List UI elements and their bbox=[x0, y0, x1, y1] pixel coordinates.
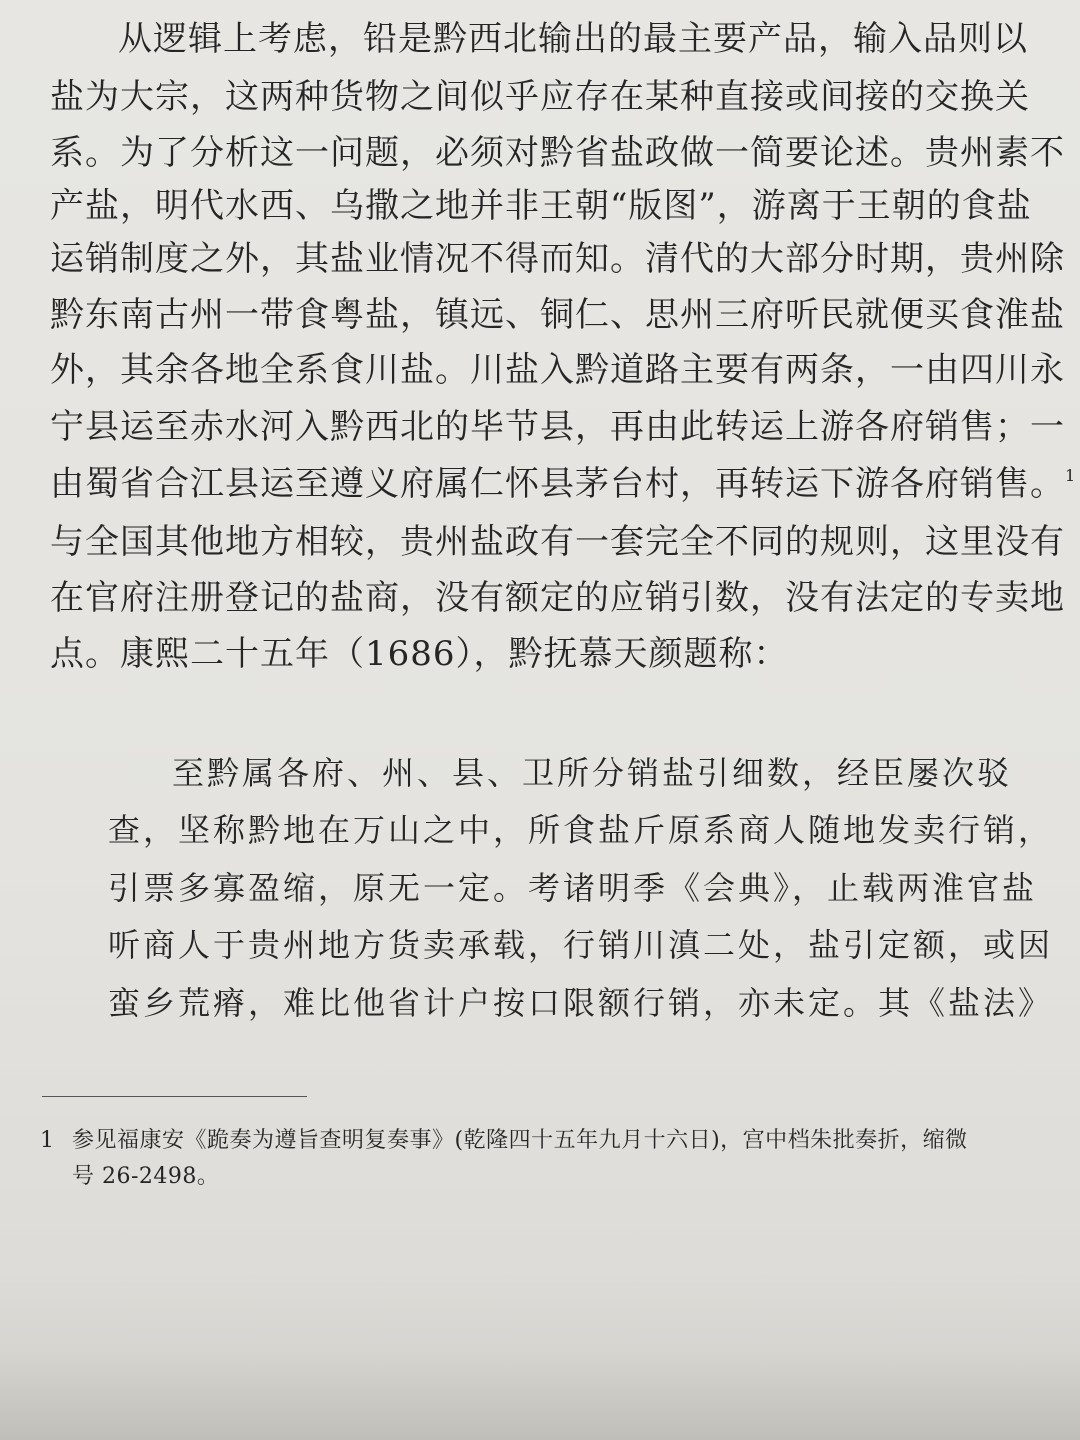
text-line-11: 在官府注册登记的盐商，没有额定的应销引数，没有法定的专卖地 bbox=[50, 578, 1065, 618]
text-line-5: 运销制度之外，其盐业情况不得而知。清代的大部分时期，贵州除 bbox=[50, 239, 1065, 279]
text-line-3: 系。为了分析这一问题，必须对黔省盐政做一简要论述。贵州素不 bbox=[50, 133, 1065, 173]
text-line-4: 产盐，明代水西、乌撒之地并非王朝“版图”，游离于王朝的食盐 bbox=[50, 186, 1032, 226]
quote-line-5: 蛮乡荒瘠，难比他省计户按口限额行销，亦未定。其《盐法》 bbox=[108, 984, 1054, 1022]
text-line-9 bbox=[50, 464, 1076, 504]
footnote-line-2: 号 26-2498。 bbox=[72, 1164, 220, 1189]
text-line-6: 黔东南古州一带食粤盐，镇远、铜仁、思州三府听民就便买食淮盐 bbox=[50, 295, 1065, 335]
footnote-reference[interactable]: 1 bbox=[1065, 466, 1076, 485]
text-line-10: 与全国其他地方相较，贵州盐政有一套完全不同的规则，这里没有 bbox=[50, 522, 1065, 562]
text-line-9-content: 由蜀省合江县运至遵义府属仁怀县茅台村，再转运下游各府销售。 bbox=[50, 464, 1065, 504]
footnote-line-1: 参见福康安《跪奏为遵旨查明复奏事》(乾隆四十五年九月十六日)，宫中档朱批奏折，缩微 bbox=[72, 1128, 968, 1153]
footnote-number: 1 bbox=[40, 1128, 54, 1153]
quote-line-3: 引票多寡盈缩，原无一定。考诸明季《会典》，止载两淮官盐 bbox=[108, 869, 1038, 907]
text-line-1: 从逻辑上考虑，铅是黔西北输出的最主要产品，输入品则以 bbox=[118, 19, 1028, 59]
quote-line-2: 查，坚称黔地在万山之中，所食盐斤原系商人随地发卖行销， bbox=[108, 811, 1054, 849]
text-line-12: 点。康熙二十五年（1686），黔抚慕天颜题称： bbox=[50, 634, 789, 674]
footnote-divider bbox=[42, 1096, 307, 1097]
text-line-7: 外，其余各地全系食川盐。川盐入黔道路主要有两条，一由四川永 bbox=[50, 350, 1065, 390]
text-line-8: 宁县运至赤水河入黔西北的毕节县，再由此转运上游各府销售；一 bbox=[50, 407, 1065, 447]
quote-line-1: 至黔属各府、州、县、卫所分销盐引细数，经臣屡次驳 bbox=[172, 754, 1013, 792]
text-line-2: 盐为大宗，这两种货物之间似乎应存在某种直接或间接的交换关 bbox=[50, 77, 1030, 117]
quote-line-4: 听商人于贵州地方货卖承载，行销川滇二处，盐引定额，或因 bbox=[108, 926, 1054, 964]
